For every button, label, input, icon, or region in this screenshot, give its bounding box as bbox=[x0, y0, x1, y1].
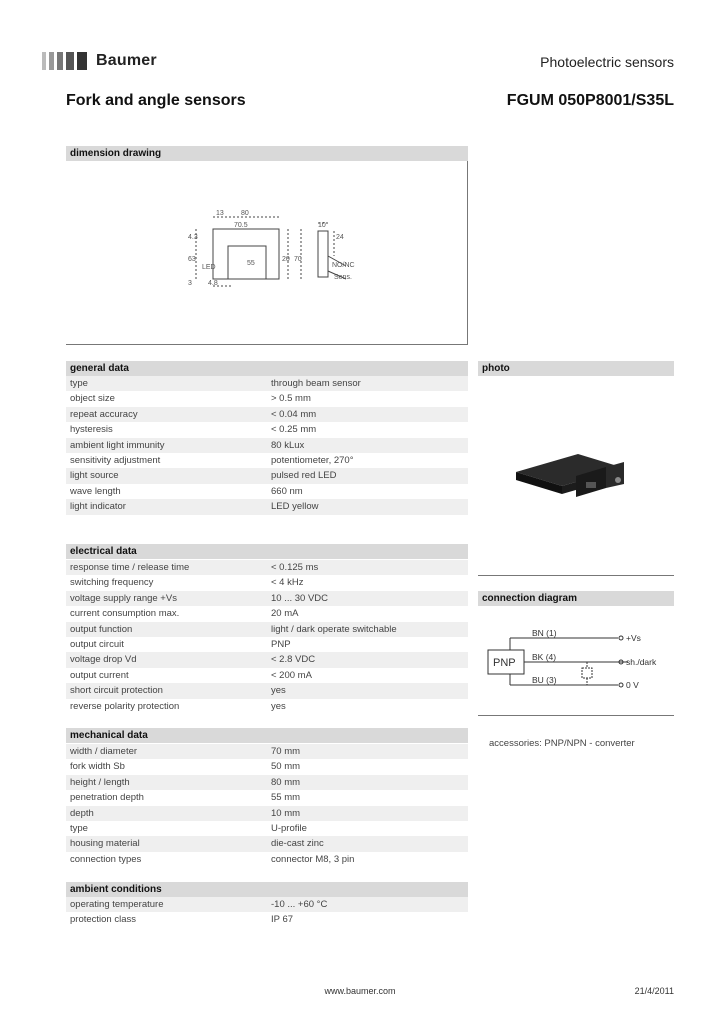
spec-value: yes bbox=[271, 685, 286, 697]
spec-label: voltage supply range +Vs bbox=[70, 592, 177, 604]
spec-label: output circuit bbox=[70, 638, 124, 650]
ambient-conditions-header: ambient conditions bbox=[66, 882, 468, 897]
spec-value: yes bbox=[271, 700, 286, 712]
spec-label: protection class bbox=[70, 914, 137, 926]
dim-70-5: 70.5 bbox=[234, 222, 248, 229]
spec-label: object size bbox=[70, 393, 115, 405]
spec-value: IP 67 bbox=[271, 914, 294, 926]
product-model: FGUM 050P8001/S35L bbox=[506, 92, 674, 109]
spec-label: output current bbox=[70, 669, 129, 681]
spec-value: potentiometer, 270° bbox=[271, 454, 354, 466]
connection-diagram bbox=[478, 606, 674, 716]
spec-value: pulsed red LED bbox=[271, 470, 337, 482]
spec-label: height / length bbox=[70, 776, 130, 788]
spec-label: current consumption max. bbox=[70, 608, 180, 620]
dim-20: 20 bbox=[282, 256, 290, 263]
spec-label: response time / release time bbox=[70, 562, 190, 573]
spec-label: output function bbox=[70, 623, 133, 635]
spec-label: light indicator bbox=[70, 501, 126, 513]
no-nc-label: NO/NC bbox=[332, 262, 355, 269]
table-row bbox=[66, 744, 468, 759]
electrical-data-header: electrical data bbox=[66, 544, 468, 559]
dim-10: 10 bbox=[318, 222, 326, 229]
table-row bbox=[66, 515, 468, 530]
table-row bbox=[66, 560, 468, 575]
terminal-zero: 0 V bbox=[626, 680, 639, 690]
connection-diagram-header: connection diagram bbox=[478, 591, 674, 606]
spec-label: penetration depth bbox=[70, 792, 144, 804]
spec-value: through beam sensor bbox=[271, 378, 361, 389]
brand-logo bbox=[42, 52, 157, 70]
dimension-drawing-header: dimension drawing bbox=[66, 146, 468, 161]
spec-label: repeat accuracy bbox=[70, 408, 138, 420]
spec-label: hysteresis bbox=[70, 424, 113, 436]
table-row bbox=[66, 637, 468, 652]
mechanical-data-table bbox=[66, 744, 468, 867]
zero-terminal bbox=[619, 683, 623, 687]
spec-label: sensitivity adjustment bbox=[70, 454, 161, 466]
spec-value: U-profile bbox=[271, 822, 307, 834]
pnp-label: PNP bbox=[493, 657, 516, 669]
dim-24: 24 bbox=[336, 234, 344, 241]
spec-label: housing material bbox=[70, 838, 140, 850]
dim-3: 3 bbox=[188, 280, 192, 287]
dim-63: 63 bbox=[188, 256, 196, 263]
spec-label: reverse polarity protection bbox=[70, 700, 180, 712]
table-row bbox=[66, 699, 468, 714]
table-row bbox=[66, 499, 468, 514]
table-row bbox=[66, 453, 468, 468]
wire-bk: BK (4) bbox=[532, 652, 557, 662]
side-view bbox=[318, 231, 328, 277]
dim-4-8: 4.8 bbox=[208, 280, 218, 287]
electrical-data-table bbox=[66, 560, 468, 714]
spec-value: < 0.25 mm bbox=[271, 424, 317, 436]
table-row bbox=[66, 836, 468, 851]
table-row bbox=[66, 821, 468, 836]
spec-label: ambient light immunity bbox=[70, 439, 165, 451]
spec-value: connector M8, 3 pin bbox=[271, 853, 355, 865]
table-row bbox=[66, 376, 468, 391]
table-row bbox=[66, 790, 468, 805]
spec-value bbox=[271, 515, 468, 530]
table-row bbox=[66, 668, 468, 683]
footer-date: 21/4/2011 bbox=[634, 986, 674, 996]
spec-value: 10 ... 30 VDC bbox=[271, 592, 329, 604]
spec-value: 70 mm bbox=[271, 746, 301, 757]
mechanical-data-header: mechanical data bbox=[66, 728, 468, 743]
terminal-vs: +Vs bbox=[626, 633, 641, 643]
general-data-header: general data bbox=[66, 361, 468, 376]
ambient-conditions-table bbox=[66, 897, 468, 928]
spec-value: 80 kLux bbox=[271, 439, 305, 451]
spec-label: type bbox=[70, 822, 88, 834]
table-row bbox=[66, 775, 468, 790]
spec-value: 20 mA bbox=[271, 608, 299, 620]
spec-label: operating temperature bbox=[70, 899, 164, 910]
table-row bbox=[66, 806, 468, 821]
spec-label: connection types bbox=[70, 853, 142, 865]
spec-value: 50 mm bbox=[271, 761, 301, 773]
brand-name: Baumer bbox=[96, 52, 157, 69]
terminal-out: sh./dark bbox=[626, 657, 657, 667]
spec-label: switching frequency bbox=[70, 577, 154, 589]
product-photo bbox=[478, 376, 674, 576]
spec-label: width / diameter bbox=[70, 746, 138, 757]
spec-value: 80 mm bbox=[271, 776, 301, 788]
table-row bbox=[66, 438, 468, 453]
table-row bbox=[66, 468, 468, 483]
led-label: LED bbox=[202, 264, 216, 271]
connection-diagram-frame bbox=[478, 606, 674, 716]
footer-url[interactable]: www.baumer.com bbox=[324, 986, 396, 996]
spec-value: < 200 mA bbox=[271, 669, 312, 681]
photo-header: photo bbox=[478, 361, 674, 376]
table-row bbox=[66, 606, 468, 621]
product-family: Fork and angle sensors bbox=[66, 92, 246, 109]
table-row bbox=[66, 683, 468, 698]
wire-bn: BN (1) bbox=[532, 628, 557, 638]
table-row bbox=[66, 391, 468, 406]
spec-label: fork width Sb bbox=[70, 761, 125, 773]
spec-value: < 0.125 ms bbox=[271, 562, 319, 573]
spec-value: < 2.8 VDC bbox=[271, 654, 316, 666]
table-row bbox=[66, 897, 468, 912]
spec-value: LED yellow bbox=[271, 501, 319, 513]
spec-value: < 4 kHz bbox=[271, 577, 304, 589]
dim-70: 70 bbox=[294, 256, 302, 263]
wire-bu: BU (3) bbox=[532, 675, 557, 685]
spec-value: > 0.5 mm bbox=[271, 393, 311, 405]
table-row bbox=[66, 422, 468, 437]
spec-label: voltage drop Vd bbox=[70, 654, 137, 666]
table-row bbox=[66, 622, 468, 637]
spec-value: 55 mm bbox=[271, 792, 301, 804]
spec-value: 660 nm bbox=[271, 485, 303, 497]
spec-value: light / dark operate switchable bbox=[271, 623, 397, 635]
spec-value: PNP bbox=[271, 638, 291, 650]
spec-value: 10 mm bbox=[271, 807, 301, 819]
spec-value: < 0.04 mm bbox=[271, 408, 317, 420]
spec-label: depth bbox=[70, 807, 94, 819]
logo-bars-icon bbox=[42, 52, 90, 70]
accessories-note: accessories: PNP/NPN - converter bbox=[489, 738, 635, 749]
photo-frame bbox=[478, 376, 674, 576]
table-row bbox=[66, 407, 468, 422]
table-row bbox=[66, 484, 468, 499]
spec-label: wave length bbox=[70, 485, 121, 497]
spec-label: short circuit protection bbox=[70, 685, 163, 697]
dim-80: 80 bbox=[241, 210, 249, 217]
spec-label: type bbox=[70, 378, 88, 389]
spec-label bbox=[66, 515, 271, 530]
spec-value: -10 ... +60 °C bbox=[271, 899, 328, 910]
dim-13: 13 bbox=[216, 210, 224, 217]
general-data-table bbox=[66, 376, 468, 530]
spec-label: light source bbox=[70, 470, 119, 482]
table-row bbox=[66, 575, 468, 590]
dimension-drawing bbox=[66, 161, 468, 345]
load-symbol bbox=[582, 668, 592, 678]
table-row bbox=[66, 759, 468, 774]
dimension-drawing-frame bbox=[66, 161, 468, 345]
table-row bbox=[66, 912, 468, 927]
table-row bbox=[66, 652, 468, 667]
spec-value: die-cast zinc bbox=[271, 838, 324, 850]
dim-4-3: 4.3 bbox=[188, 234, 198, 241]
table-row bbox=[66, 591, 468, 606]
dim-55: 55 bbox=[247, 260, 255, 267]
sens-label: Sens. bbox=[334, 274, 352, 281]
vs-terminal bbox=[619, 636, 623, 640]
table-row bbox=[66, 852, 468, 867]
product-category: Photoelectric sensors bbox=[540, 54, 674, 70]
